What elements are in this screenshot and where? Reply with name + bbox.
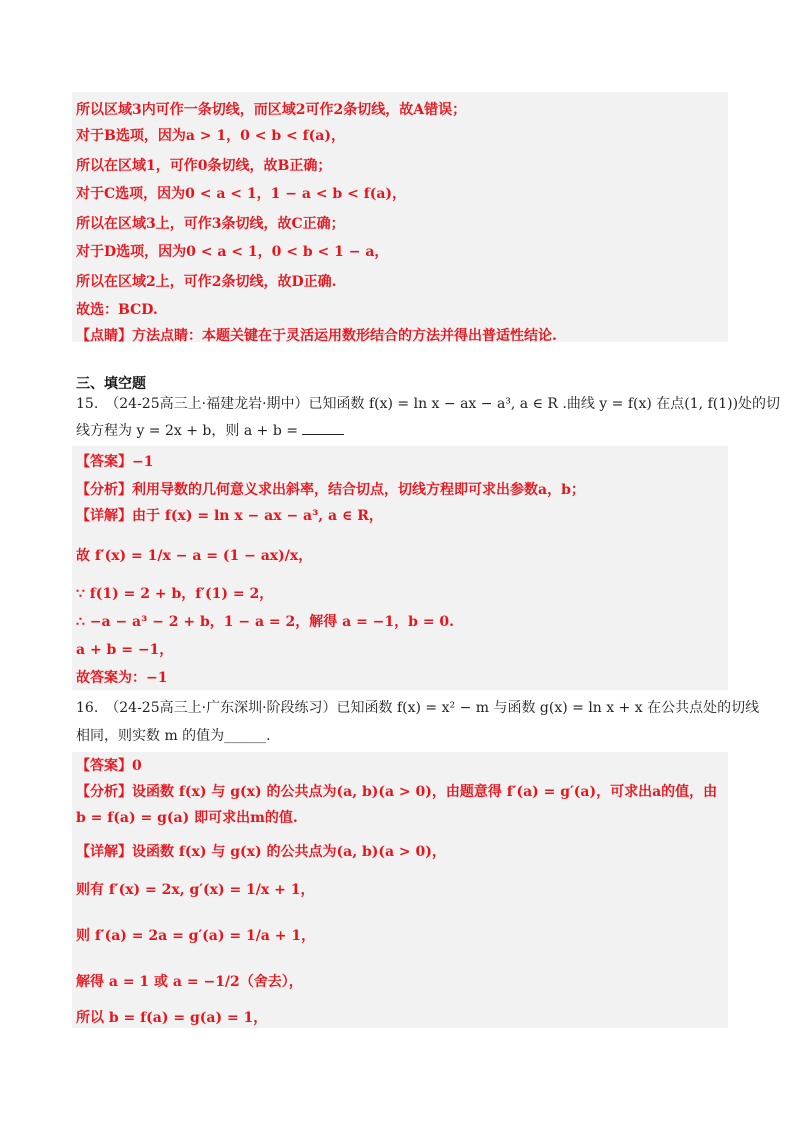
block1-line-1: 所以区域3内可作一条切线，而区域2可作2条切线，故A错误；: [76, 102, 467, 118]
q15-line-2-text: 线方程为 y = 2x + b，则 a + b =: [76, 423, 298, 439]
q16-step-4: 所以 b = f(a) = g(a) = 1，: [76, 1010, 268, 1026]
q16-detail: 【详解】设函数 f(x) 与 g(x) 的公共点为(a, b)(a > 0)，: [76, 844, 446, 860]
q15-step-1: 故 f′(x) = 1/x − a = (1 − ax)/x，: [76, 548, 313, 564]
section-heading: 三、填空题: [76, 376, 146, 392]
q15-line-1: 15. （24-25高三上·福建龙岩·期中）已知函数 f(x) = ln x − ax − a³, a ∈ R .曲线 y = f(x) 在点(1, f(1))处的切: [76, 396, 781, 412]
block1-line-9: 【点睛】方法点睛：本题关键在于灵活运用数形结合的方法并得出普适性结论.: [76, 328, 557, 344]
q16-step-1: 则有 f′(x) = 2x, g′(x) = 1/x + 1，: [76, 882, 315, 898]
block1-line-4: 对于C选项，因为0 < a < 1，1 − a < b < f(a)，: [76, 186, 407, 202]
q16-answer: 【答案】0: [76, 758, 142, 774]
q16-line-1: 16. （24-25高三上·广东深圳·阶段练习）已知函数 f(x) = x² − m 与函数 g(x) = ln x + x 在公共点处的切线: [76, 700, 760, 716]
q15-answer: 【答案】−1: [76, 454, 154, 470]
q16-analysis-1: 【分析】设函数 f(x) 与 g(x) 的公共点为(a, b)(a > 0)，由题意得 f′(a) = g′(a)，可求出a的值，由: [76, 784, 718, 800]
q15-step-4: a + b = −1，: [76, 642, 174, 658]
block1-line-2: 对于B选项，因为a > 1，0 < b < f(a)，: [76, 128, 345, 144]
block1-line-6: 对于D选项，因为0 < a < 1，0 < b < 1 − a，: [76, 244, 389, 260]
q15-detail: 【详解】由于 f(x) = ln x − ax − a³, a ∈ R，: [76, 508, 383, 524]
block1-line-8: 故选：BCD.: [76, 302, 158, 318]
q16-analysis-2: b = f(a) = g(a) 即可求出m的值.: [76, 810, 298, 826]
q15-step-2: ∵ f(1) = 2 + b，f′(1) = 2，: [76, 586, 274, 602]
q16-step-3: 解得 a = 1 或 a = −1/2（舍去），: [76, 974, 303, 990]
q16-step-2: 则 f′(a) = 2a = g′(a) = 1/a + 1，: [76, 928, 316, 944]
block1-line-7: 所以在区域2上，可作2条切线，故D正确.: [76, 274, 337, 290]
q15-analysis: 【分析】利用导数的几何意义求出斜率，结合切点，切线方程即可求出参数a，b；: [76, 482, 585, 498]
answer-blank: [302, 420, 344, 435]
q16-line-2: 相同，则实数 m 的值为______.: [76, 728, 271, 744]
q15-line-2: [76, 420, 344, 441]
block1-line-5: 所以在区域3上，可作3条切线，故C正确；: [76, 216, 345, 232]
q15-final: 故答案为：−1: [76, 670, 168, 686]
block1-line-3: 所以在区域1，可作0条切线，故B正确；: [76, 158, 332, 174]
q15-step-3: ∴ −a − a³ − 2 + b，1 − a = 2，解得 a = −1，b = 0.: [76, 614, 455, 630]
